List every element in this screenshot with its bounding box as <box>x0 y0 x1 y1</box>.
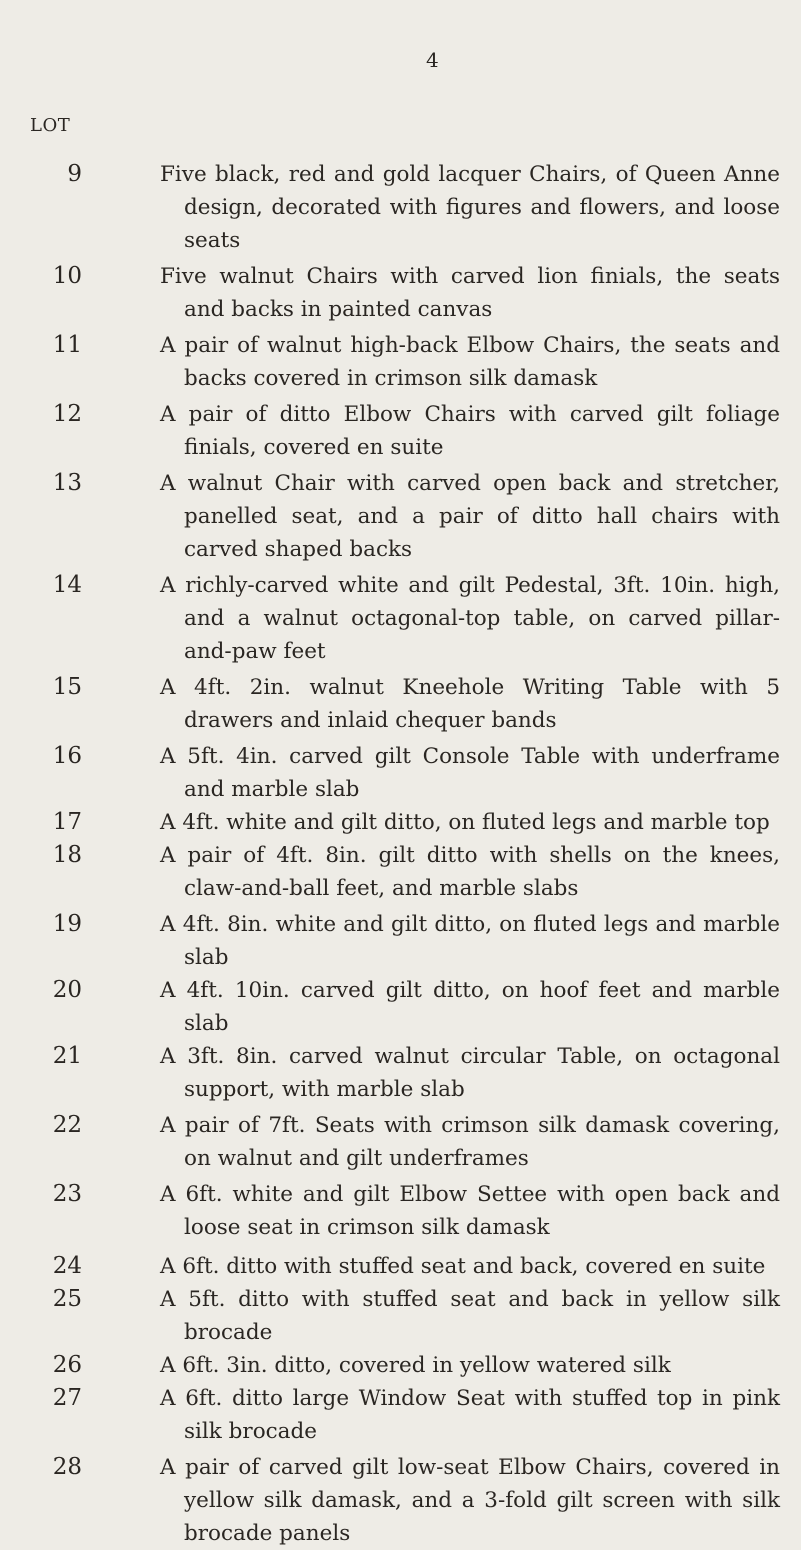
lot-description: A 3ft. 8in. carved walnut circular Table, on octagonal support, with marble slab <box>160 1044 780 1102</box>
lot-description: A 4ft. 10in. carved gilt ditto, on hoof feet and marble slab <box>160 978 780 1036</box>
lot-number: 26 <box>52 1352 82 1378</box>
lot-number: 17 <box>52 809 82 835</box>
lot-item <box>40 260 780 326</box>
lot-item <box>40 398 780 464</box>
lot-number: 19 <box>52 911 82 937</box>
lot-number: 18 <box>52 842 82 868</box>
lot-item <box>40 1109 780 1175</box>
lot-item <box>40 1178 780 1244</box>
lot-heading: LOT <box>30 115 71 136</box>
lot-description: A pair of carved gilt low-seat Elbow Chairs, covered in yellow silk damask, and a 3-fold gilt screen with silk brocade panels <box>160 1455 780 1546</box>
lot-description: A 4ft. white and gilt ditto, on fluted legs and marble top <box>160 810 770 835</box>
lot-item <box>40 974 780 1040</box>
lot-number: 25 <box>52 1286 82 1312</box>
lot-item <box>40 1382 780 1448</box>
lot-description: A walnut Chair with carved open back and stretcher, panelled seat, and a pair of ditto hall chairs with carved shaped backs <box>160 471 780 562</box>
lot-number: 24 <box>52 1253 82 1279</box>
lot-item <box>40 158 780 257</box>
lot-number: 16 <box>52 743 82 769</box>
lot-list <box>40 158 780 1550</box>
lot-number: 27 <box>52 1385 82 1411</box>
lot-item <box>40 329 780 395</box>
lot-description: A 5ft. 4in. carved gilt Console Table with underframe and marble slab <box>160 744 780 802</box>
lot-number: 14 <box>52 572 82 598</box>
lot-description: A pair of ditto Elbow Chairs with carved gilt foliage finials, covered en suite <box>160 402 780 460</box>
lot-item <box>40 839 780 905</box>
lot-item <box>40 740 780 806</box>
lot-item <box>40 1040 780 1106</box>
lot-description: A 6ft. 3in. ditto, covered in yellow watered silk <box>160 1353 671 1378</box>
lot-number: 22 <box>52 1112 82 1138</box>
lot-number: 9 <box>67 161 82 187</box>
lot-item <box>40 671 780 737</box>
lot-number: 13 <box>52 470 82 496</box>
page-number: 4 <box>426 48 439 72</box>
lot-item <box>40 908 780 974</box>
lot-description: A richly-carved white and gilt Pedestal, 3ft. 10in. high, and a walnut octagonal-top table, on carved pillar-and-paw feet <box>160 573 780 664</box>
lot-description: A pair of walnut high-back Elbow Chairs, the seats and backs covered in crimson silk damask <box>160 333 780 391</box>
lot-description: A pair of 4ft. 8in. gilt ditto with shells on the knees, claw-and-ball feet, and marble slabs <box>160 843 780 901</box>
lot-number: 23 <box>52 1181 82 1207</box>
lot-number: 12 <box>52 401 82 427</box>
lot-number: 15 <box>52 674 82 700</box>
lot-number: 11 <box>52 332 82 358</box>
lot-description: A pair of 7ft. Seats with crimson silk damask covering, on walnut and gilt underframes <box>160 1113 780 1171</box>
lot-description: A 6ft. ditto with stuffed seat and back, covered en suite <box>160 1254 766 1279</box>
lot-item <box>40 1349 780 1382</box>
lot-number: 20 <box>52 977 82 1003</box>
lot-description: A 6ft. ditto large Window Seat with stuffed top in pink silk brocade <box>160 1386 780 1444</box>
lot-description: A 4ft. 2in. walnut Kneehole Writing Table with 5 drawers and inlaid chequer bands <box>160 675 780 733</box>
lot-item <box>40 1283 780 1349</box>
lot-number: 21 <box>52 1043 82 1069</box>
lot-description: A 5ft. ditto with stuffed seat and back in yellow silk brocade <box>160 1287 780 1345</box>
lot-item <box>40 569 780 668</box>
lot-item <box>40 1451 780 1550</box>
lot-description: Five black, red and gold lacquer Chairs, of Queen Anne design, decorated with figures and flowers, and loose seats <box>160 162 780 253</box>
lot-description: A 4ft. 8in. white and gilt ditto, on fluted legs and marble slab <box>160 912 780 970</box>
lot-description: A 6ft. white and gilt Elbow Settee with open back and loose seat in crimson silk damask <box>160 1182 780 1240</box>
lot-number: 10 <box>52 263 82 289</box>
lot-item <box>40 806 780 839</box>
lot-item <box>40 1250 780 1283</box>
lot-item <box>40 467 780 566</box>
lot-number: 28 <box>52 1454 82 1480</box>
lot-description: Five walnut Chairs with carved lion finials, the seats and backs in painted canvas <box>160 264 780 322</box>
